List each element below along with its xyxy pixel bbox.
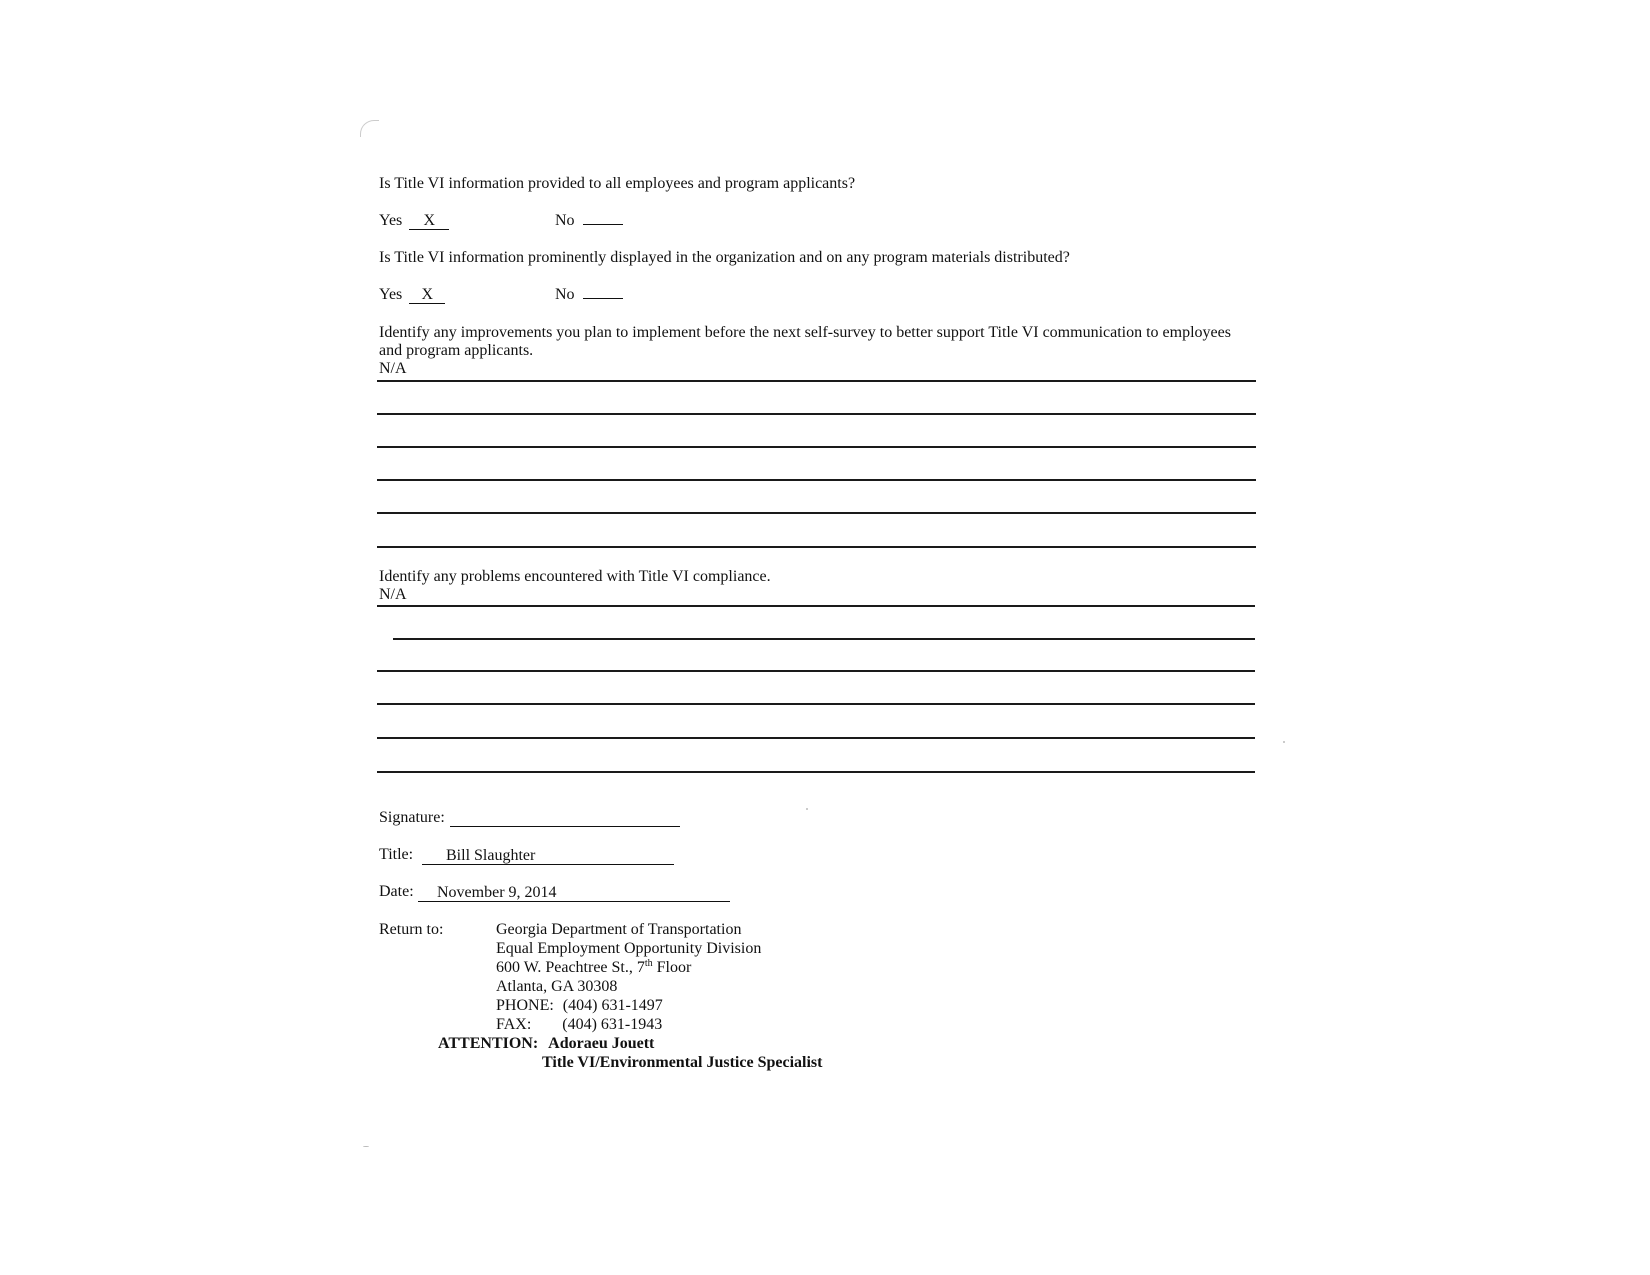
q2-yes-row bbox=[379, 286, 445, 304]
improvements-line-1 bbox=[377, 380, 1256, 382]
attention-name: Adoraeu Jouett bbox=[548, 1035, 655, 1052]
street-suffix: Floor bbox=[652, 959, 692, 976]
q2-no-label: No bbox=[555, 286, 575, 303]
title-label: Title: bbox=[379, 846, 414, 863]
date-value: November 9, 2014 bbox=[437, 884, 557, 901]
street-sup: th bbox=[644, 958, 653, 969]
return-division: Equal Employment Opportunity Division bbox=[496, 940, 762, 957]
problems-line-4 bbox=[377, 703, 1255, 705]
q1-yes-field[interactable]: X bbox=[409, 213, 449, 230]
return-org: Georgia Department of Transportation bbox=[496, 921, 742, 938]
improvements-line-5 bbox=[377, 512, 1256, 514]
attention-title: Title VI/Environmental Justice Specialist bbox=[542, 1054, 823, 1071]
improvements-line-4 bbox=[377, 479, 1256, 481]
return-city: Atlanta, GA 30308 bbox=[496, 978, 618, 995]
fax-label: FAX: bbox=[496, 1016, 532, 1033]
problems-prompt: Identify any problems encountered with Title VI compliance. bbox=[379, 568, 771, 585]
street-prefix: 600 W. Peachtree St., 7 bbox=[496, 959, 645, 976]
problems-line-1 bbox=[377, 605, 1255, 607]
signature-label: Signature: bbox=[379, 809, 445, 826]
question-2: Is Title VI information prominently displayed in the organization and on any program materials distributed? bbox=[379, 249, 1070, 266]
signature-field[interactable] bbox=[450, 826, 680, 827]
return-to-label: Return to: bbox=[379, 921, 444, 938]
q2-yes-field[interactable]: X bbox=[409, 287, 445, 304]
q2-no-field[interactable] bbox=[583, 298, 623, 299]
improvements-prompt-line2: and program applicants. bbox=[379, 342, 534, 359]
q1-yes-row bbox=[379, 212, 449, 230]
attention-label: ATTENTION: bbox=[438, 1035, 539, 1052]
scan-speck bbox=[363, 1146, 369, 1147]
attention-row bbox=[438, 1035, 654, 1054]
q1-yes-label: Yes bbox=[379, 212, 403, 229]
return-street bbox=[496, 959, 691, 978]
q1-no-row bbox=[555, 212, 623, 230]
q2-yes-label: Yes bbox=[379, 286, 403, 303]
phone-value: (404) 631-1497 bbox=[562, 997, 663, 1014]
improvements-answer[interactable]: N/A bbox=[379, 360, 407, 377]
scan-speck bbox=[806, 808, 808, 810]
q1-no-field[interactable] bbox=[583, 224, 623, 225]
phone-label: PHONE: bbox=[496, 997, 554, 1014]
return-phone-row bbox=[496, 997, 663, 1016]
improvements-line-3 bbox=[377, 446, 1256, 448]
title-value: Bill Slaughter bbox=[446, 847, 536, 864]
scan-speck bbox=[1283, 741, 1285, 743]
problems-answer[interactable]: N/A bbox=[379, 586, 407, 603]
return-fax-row bbox=[496, 1016, 662, 1035]
scan-corner-mark bbox=[360, 120, 379, 137]
problems-line-2 bbox=[393, 638, 1255, 640]
q1-no-label: No bbox=[555, 212, 575, 229]
date-label: Date: bbox=[379, 883, 414, 900]
improvements-line-2 bbox=[377, 413, 1256, 415]
problems-line-3 bbox=[377, 670, 1255, 672]
q2-no-row bbox=[555, 286, 623, 304]
fax-value: (404) 631-1943 bbox=[562, 1016, 663, 1033]
improvements-prompt-line1: Identify any improvements you plan to implement before the next self-survey to better support Title VI communication to employees bbox=[379, 324, 1231, 341]
question-1: Is Title VI information provided to all employees and program applicants? bbox=[379, 175, 856, 192]
problems-line-5 bbox=[377, 737, 1255, 739]
improvements-line-6 bbox=[377, 546, 1256, 548]
problems-line-6 bbox=[377, 771, 1255, 773]
